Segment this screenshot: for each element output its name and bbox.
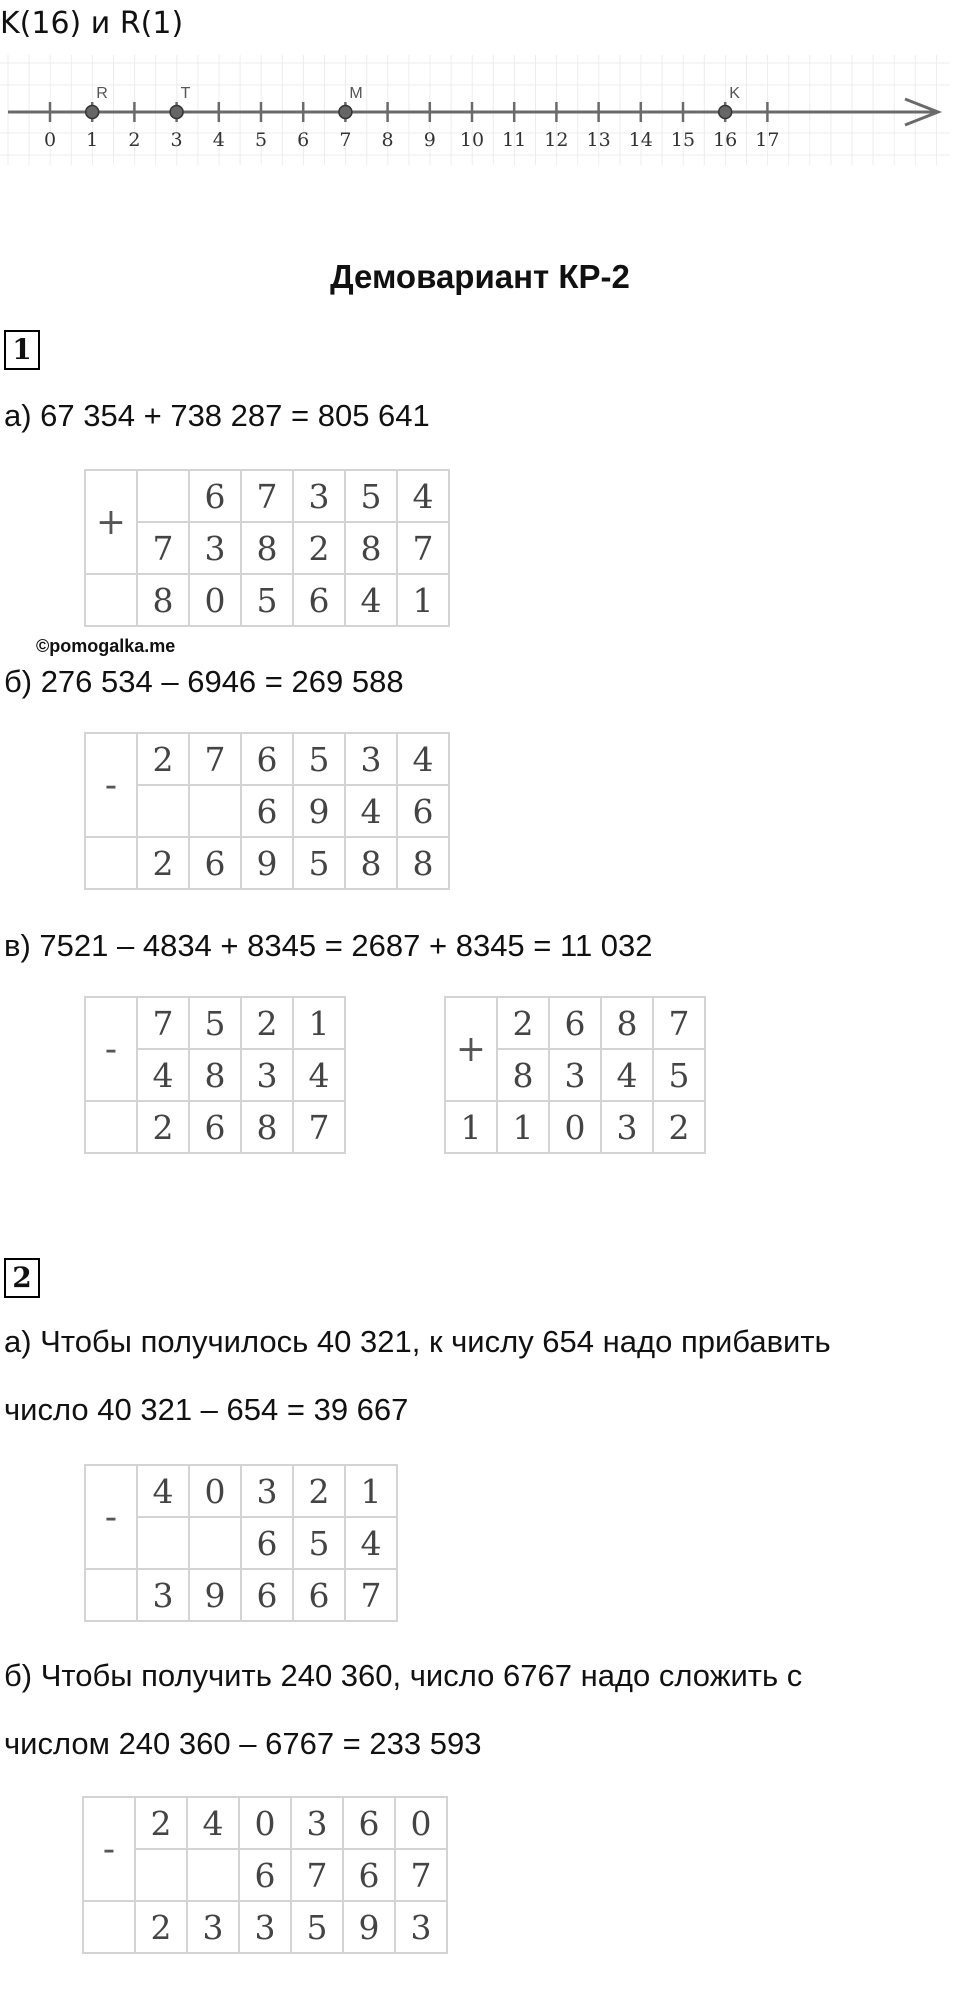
digit-cell: 1: [293, 997, 345, 1049]
tick-label: 13: [586, 129, 611, 151]
operation-sign: +: [85, 470, 137, 574]
tick-label: 3: [170, 129, 183, 151]
point-t: [170, 106, 183, 119]
digit-cell: 4: [137, 1465, 189, 1517]
empty-cell: [85, 1569, 137, 1621]
task-number-2: 2: [4, 1258, 40, 1298]
digit-cell: 5: [293, 1517, 345, 1569]
digit-cell: 2: [293, 1465, 345, 1517]
digit-cell: 7: [653, 997, 705, 1049]
digit-cell: 3: [241, 1049, 293, 1101]
digit-cell: 5: [653, 1049, 705, 1101]
column-table-1b: [84, 732, 450, 890]
result-digit-cell: 2: [137, 1101, 189, 1153]
digit-cell: 6: [343, 1797, 395, 1849]
result-digit-cell: 1: [445, 1101, 497, 1153]
digit-cell: 4: [293, 1049, 345, 1101]
operation-sign: -: [83, 1797, 135, 1901]
point-k: [719, 106, 732, 119]
tick-label: 0: [43, 129, 57, 151]
operation-sign: +: [445, 997, 497, 1101]
digit-cell: 4: [397, 470, 449, 522]
operation-sign: -: [85, 997, 137, 1101]
result-digit-cell: 3: [187, 1901, 239, 1953]
points-label: K(16) и R(1): [0, 6, 184, 41]
digit-cell: 4: [137, 1049, 189, 1101]
result-digit-cell: 6: [293, 1569, 345, 1621]
digit-cell: 6: [343, 1849, 395, 1901]
digit-cell: 9: [293, 785, 345, 837]
digit-cell: 3: [291, 1797, 343, 1849]
point-label: R: [96, 85, 108, 102]
result-digit-cell: 8: [137, 574, 189, 626]
tick-label: 4: [212, 129, 225, 151]
tick-label: 1: [86, 129, 99, 151]
watermark: ©pomogalka.me: [36, 636, 176, 656]
digit-cell: [189, 1517, 241, 1569]
digit-cell: 7: [395, 1849, 447, 1901]
result-digit-cell: 6: [241, 1569, 293, 1621]
digit-cell: [135, 1849, 187, 1901]
digit-cell: 4: [397, 733, 449, 785]
digit-cell: 7: [397, 522, 449, 574]
result-digit-cell: 2: [135, 1901, 187, 1953]
empty-cell: [85, 837, 137, 889]
result-digit-cell: 6: [293, 574, 345, 626]
tick-label: 5: [254, 129, 268, 151]
digit-cell: 4: [345, 785, 397, 837]
task-2b-line-2: числом 240 360 – 6767 = 233 593: [4, 1726, 482, 1761]
result-digit-cell: 1: [497, 1101, 549, 1153]
digit-cell: 4: [601, 1049, 653, 1101]
point-r: [86, 106, 99, 119]
page-title: Демовариант КР-2: [330, 258, 630, 295]
tick-label: 7: [339, 129, 352, 151]
result-digit-cell: 5: [293, 837, 345, 889]
digit-cell: 3: [345, 733, 397, 785]
empty-cell: [85, 1101, 137, 1153]
column-table-1a: [84, 469, 450, 627]
digit-cell: 0: [189, 1465, 241, 1517]
digit-cell: 0: [395, 1797, 447, 1849]
operation-sign: -: [85, 733, 137, 837]
digit-cell: [137, 1517, 189, 1569]
digit-cell: 6: [397, 785, 449, 837]
digit-cell: 6: [241, 733, 293, 785]
digit-cell: 2: [293, 522, 345, 574]
digit-cell: 0: [239, 1797, 291, 1849]
digit-cell: 7: [137, 522, 189, 574]
digit-cell: 4: [187, 1797, 239, 1849]
digit-cell: 3: [549, 1049, 601, 1101]
result-digit-cell: 2: [653, 1101, 705, 1153]
tick-label: 10: [459, 129, 485, 151]
digit-cell: 7: [241, 470, 293, 522]
digit-cell: [187, 1849, 239, 1901]
result-digit-cell: 3: [395, 1901, 447, 1953]
digit-cell: 7: [291, 1849, 343, 1901]
result-digit-cell: 5: [291, 1901, 343, 1953]
column-table-2a: [84, 1464, 398, 1622]
result-digit-cell: 2: [137, 837, 189, 889]
result-digit-cell: 7: [293, 1101, 345, 1153]
number-line: [0, 55, 960, 167]
digit-cell: 6: [189, 470, 241, 522]
point-label: T: [180, 85, 191, 102]
digit-cell: 3: [293, 470, 345, 522]
result-digit-cell: 6: [189, 837, 241, 889]
digit-cell: 2: [137, 733, 189, 785]
task-1b-equation: б) 276 534 – 6946 = 269 588: [4, 664, 404, 699]
digit-cell: 8: [497, 1049, 549, 1101]
result-digit-cell: 7: [345, 1569, 397, 1621]
digit-cell: 6: [239, 1849, 291, 1901]
digit-cell: 7: [189, 733, 241, 785]
digit-cell: 2: [241, 997, 293, 1049]
digit-cell: 2: [497, 997, 549, 1049]
point-label: K: [729, 85, 740, 102]
column-table-1v-left: [84, 996, 346, 1154]
result-digit-cell: 9: [241, 837, 293, 889]
digit-cell: [189, 785, 241, 837]
task-2b-line-1: б) Чтобы получить 240 360, число 6767 надо сложить с: [4, 1658, 803, 1693]
task-2a-line-2: число 40 321 – 654 = 39 667: [4, 1392, 409, 1427]
digit-cell: 3: [241, 1465, 293, 1517]
task-number-1: 1: [4, 330, 40, 370]
result-digit-cell: 3: [601, 1101, 653, 1153]
empty-cell: [85, 574, 137, 626]
result-digit-cell: 4: [345, 574, 397, 626]
digit-cell: 6: [241, 785, 293, 837]
tick-label: 14: [628, 129, 653, 151]
tick-label: 12: [544, 129, 569, 151]
digit-cell: 8: [601, 997, 653, 1049]
tick-label: 11: [502, 129, 527, 151]
tick-label: 15: [670, 129, 696, 151]
tick-label: 6: [297, 129, 310, 151]
digit-cell: 8: [345, 522, 397, 574]
result-digit-cell: 0: [189, 574, 241, 626]
digit-cell: 8: [189, 1049, 241, 1101]
digit-cell: 3: [189, 522, 241, 574]
task-2a-line-1: а) Чтобы получилось 40 321, к числу 654 надо прибавить: [4, 1324, 831, 1359]
digit-cell: 5: [293, 733, 345, 785]
digit-cell: 2: [135, 1797, 187, 1849]
digit-cell: [137, 470, 189, 522]
result-digit-cell: 9: [189, 1569, 241, 1621]
digit-cell: 1: [345, 1465, 397, 1517]
column-table-2b: [82, 1796, 448, 1954]
tick-label: 2: [128, 129, 141, 151]
task-1a-equation: а) 67 354 + 738 287 = 805 641: [4, 398, 430, 433]
digit-cell: 5: [189, 997, 241, 1049]
digit-cell: 4: [345, 1517, 397, 1569]
tick-label: 17: [755, 129, 780, 151]
empty-cell: [83, 1901, 135, 1953]
digit-cell: 8: [241, 522, 293, 574]
result-digit-cell: 9: [343, 1901, 395, 1953]
column-table-1v-right: [444, 996, 706, 1154]
result-digit-cell: 3: [137, 1569, 189, 1621]
tick-label: 16: [713, 129, 738, 151]
task-1v-equation: в) 7521 – 4834 + 8345 = 2687 + 8345 = 11 032: [4, 928, 653, 963]
result-digit-cell: 8: [241, 1101, 293, 1153]
operation-sign: -: [85, 1465, 137, 1569]
result-digit-cell: 3: [239, 1901, 291, 1953]
digit-cell: 7: [137, 997, 189, 1049]
result-digit-cell: 6: [189, 1101, 241, 1153]
result-digit-cell: 1: [397, 574, 449, 626]
result-digit-cell: 0: [549, 1101, 601, 1153]
tick-label: 9: [423, 129, 436, 151]
digit-cell: 6: [549, 997, 601, 1049]
point-m: [339, 106, 352, 119]
result-digit-cell: 8: [397, 837, 449, 889]
result-digit-cell: 5: [241, 574, 293, 626]
digit-cell: [137, 785, 189, 837]
tick-label: 8: [381, 129, 394, 151]
digit-cell: 6: [241, 1517, 293, 1569]
digit-cell: 5: [345, 470, 397, 522]
point-label: M: [349, 85, 363, 102]
result-digit-cell: 8: [345, 837, 397, 889]
